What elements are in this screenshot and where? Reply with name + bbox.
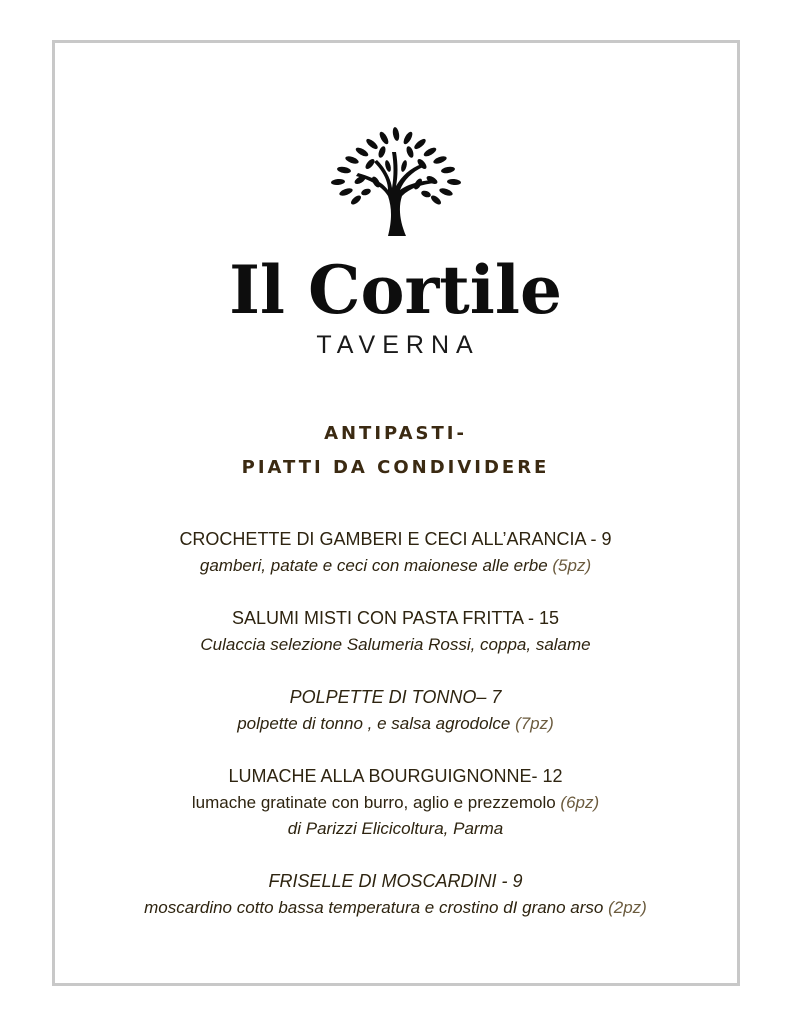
- menu-item: [0, 604, 791, 658]
- item-description: Culaccia selezione Salumeria Rossi, coppa, salame: [200, 635, 591, 654]
- menu-item: [0, 525, 791, 579]
- olive-tree-icon: [326, 124, 466, 236]
- menu-item: [0, 683, 791, 737]
- item-description: moscardino cotto bassa temperatura e crostino dI grano arso (2pz): [144, 898, 647, 917]
- section-title-line1: ANTIPASTI-: [324, 423, 467, 444]
- item-name: POLPETTE DI TONNO– 7: [289, 687, 502, 707]
- section-title-line2: PIATTI DA CONDIVIDERE: [241, 457, 550, 478]
- item-description: lumache gratinate con burro, aglio e prezzemolo (6pz): [191, 793, 600, 812]
- restaurant-subtitle: TAVERNA: [316, 331, 480, 359]
- item-name: CROCHETTE DI GAMBERI E CECI ALL’ARANCIA - 9: [179, 529, 612, 549]
- item-name: FRISELLE DI MOSCARDINI - 9: [268, 871, 523, 891]
- menu-item: [0, 762, 791, 842]
- item-description: polpette di tonno , e salsa agrodolce (7pz): [237, 714, 554, 733]
- item-description: gamberi, patate e ceci con maionese alle erbe (5pz): [199, 556, 592, 575]
- restaurant-name: Il Cortile: [229, 251, 562, 329]
- item-origin: di Parizzi Elicicoltura, Parma: [287, 819, 504, 838]
- item-name: LUMACHE ALLA BOURGUIGNONNE- 12: [228, 766, 563, 786]
- item-name: SALUMI MISTI CON PASTA FRITTA - 15: [231, 608, 560, 628]
- menu-item: [0, 867, 791, 921]
